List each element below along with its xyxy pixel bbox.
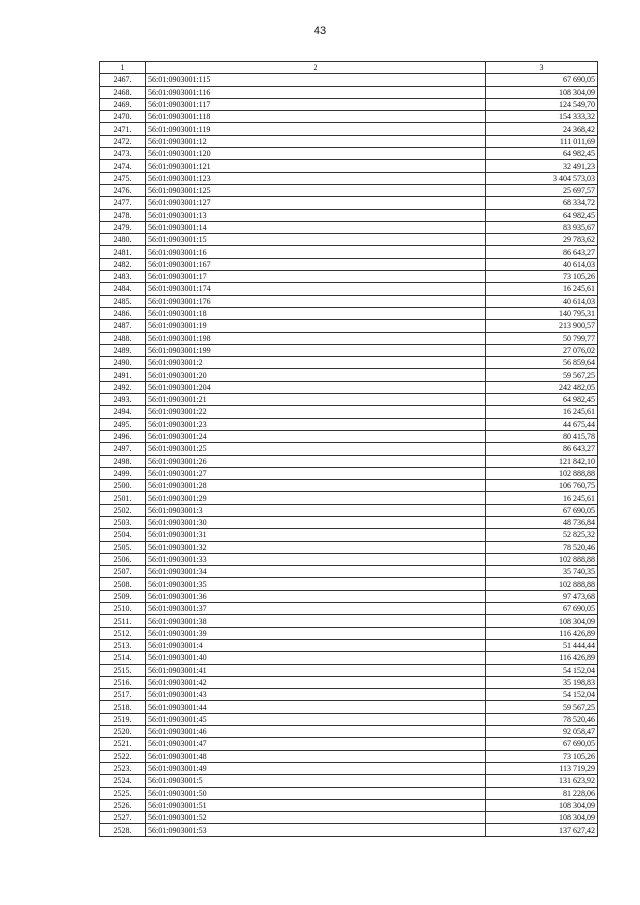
table-row [100, 480, 598, 492]
table-row [100, 516, 598, 528]
cadastral-number: 56:01:0903001:117 [146, 98, 486, 110]
table-row [100, 738, 598, 750]
cadastral-number: 56:01:0903001:116 [146, 86, 486, 98]
cadastral-number: 56:01:0903001:43 [146, 689, 486, 701]
cadastral-value: 116 426,89 [486, 627, 598, 639]
row-number: 2525. [100, 787, 146, 799]
table-row [100, 443, 598, 455]
table-row [100, 381, 598, 393]
cadastral-number: 56:01:0903001:31 [146, 529, 486, 541]
row-number: 2484. [100, 283, 146, 295]
cadastral-value: 213 900,57 [486, 320, 598, 332]
cadastral-value: 16 245,61 [486, 492, 598, 504]
table-row [100, 603, 598, 615]
table-row [100, 344, 598, 356]
row-number: 2503. [100, 516, 146, 528]
cadastral-value: 140 795,31 [486, 307, 598, 319]
table-row [100, 160, 598, 172]
cadastral-value: 67 690,05 [486, 504, 598, 516]
table-row [100, 615, 598, 627]
table-row [100, 394, 598, 406]
cadastral-number: 56:01:0903001:33 [146, 553, 486, 565]
row-number: 2512. [100, 627, 146, 639]
row-number: 2481. [100, 246, 146, 258]
cadastral-value: 81 228,06 [486, 787, 598, 799]
cadastral-value: 86 643,27 [486, 443, 598, 455]
column-header-1: 1 [100, 62, 146, 74]
cadastral-number: 56:01:0903001:37 [146, 603, 486, 615]
cadastral-number: 56:01:0903001:30 [146, 516, 486, 528]
cadastral-value: 102 888,88 [486, 467, 598, 479]
row-number: 2488. [100, 332, 146, 344]
cadastral-value: 102 888,88 [486, 553, 598, 565]
cadastral-value: 97 473,68 [486, 590, 598, 602]
table-row [100, 406, 598, 418]
table-row [100, 529, 598, 541]
cadastral-value: 106 760,75 [486, 480, 598, 492]
row-number: 2498. [100, 455, 146, 467]
cadastral-value: 67 690,05 [486, 603, 598, 615]
row-number: 2483. [100, 271, 146, 283]
cadastral-number: 56:01:0903001:38 [146, 615, 486, 627]
cadastral-value: 108 304,09 [486, 86, 598, 98]
cadastral-value: 24 368,42 [486, 123, 598, 135]
row-number: 2519. [100, 713, 146, 725]
cadastral-number: 56:01:0903001:45 [146, 713, 486, 725]
table-row [100, 701, 598, 713]
cadastral-number: 56:01:0903001:25 [146, 443, 486, 455]
row-number: 2482. [100, 258, 146, 270]
cadastral-number: 56:01:0903001:32 [146, 541, 486, 553]
cadastral-value: 67 690,05 [486, 74, 598, 86]
cadastral-number: 56:01:0903001:17 [146, 271, 486, 283]
row-number: 2504. [100, 529, 146, 541]
cadastral-value: 68 334,72 [486, 197, 598, 209]
cadastral-number: 56:01:0903001:18 [146, 307, 486, 319]
row-number: 2475. [100, 172, 146, 184]
row-number: 2500. [100, 480, 146, 492]
cadastral-value: 48 736,84 [486, 516, 598, 528]
table-row [100, 148, 598, 160]
table-row [100, 541, 598, 553]
row-number: 2517. [100, 689, 146, 701]
cadastral-value: 124 549,70 [486, 98, 598, 110]
row-number: 2527. [100, 812, 146, 824]
row-number: 2492. [100, 381, 146, 393]
cadastral-value: 154 333,32 [486, 111, 598, 123]
cadastral-value: 73 105,26 [486, 271, 598, 283]
cadastral-number: 56:01:0903001:119 [146, 123, 486, 135]
table-row [100, 197, 598, 209]
cadastral-number: 56:01:0903001:167 [146, 258, 486, 270]
cadastral-number: 56:01:0903001:204 [146, 381, 486, 393]
cadastral-value: 16 245,61 [486, 283, 598, 295]
cadastral-value: 52 825,32 [486, 529, 598, 541]
cadastral-number: 56:01:0903001:22 [146, 406, 486, 418]
row-number: 2497. [100, 443, 146, 455]
row-number: 2506. [100, 553, 146, 565]
cadastral-number: 56:01:0903001:28 [146, 480, 486, 492]
cadastral-number: 56:01:0903001:4 [146, 639, 486, 651]
row-number: 2485. [100, 295, 146, 307]
cadastral-number: 56:01:0903001:198 [146, 332, 486, 344]
table-row [100, 590, 598, 602]
table-row [100, 455, 598, 467]
row-number: 2477. [100, 197, 146, 209]
cadastral-number: 56:01:0903001:24 [146, 430, 486, 442]
table-row [100, 258, 598, 270]
cadastral-value: 54 152,04 [486, 664, 598, 676]
cadastral-number: 56:01:0903001:125 [146, 184, 486, 196]
row-number: 2511. [100, 615, 146, 627]
cadastral-number: 56:01:0903001:5 [146, 775, 486, 787]
row-number: 2467. [100, 74, 146, 86]
cadastral-value: 29 783,62 [486, 234, 598, 246]
table-row [100, 566, 598, 578]
row-number: 2471. [100, 123, 146, 135]
cadastral-number: 56:01:0903001:50 [146, 787, 486, 799]
table-row [100, 184, 598, 196]
cadastral-number: 56:01:0903001:48 [146, 750, 486, 762]
cadastral-value: 35 198,83 [486, 676, 598, 688]
cadastral-value: 64 982,45 [486, 394, 598, 406]
table-row [100, 234, 598, 246]
table-row [100, 504, 598, 516]
cadastral-value: 83 935,67 [486, 221, 598, 233]
table-row [100, 713, 598, 725]
table-row [100, 627, 598, 639]
table-row [100, 332, 598, 344]
table-row [100, 762, 598, 774]
row-number: 2508. [100, 578, 146, 590]
cadastral-value: 108 304,09 [486, 812, 598, 824]
row-number: 2528. [100, 824, 146, 836]
cadastral-number: 56:01:0903001:15 [146, 234, 486, 246]
row-number: 2518. [100, 701, 146, 713]
row-number: 2479. [100, 221, 146, 233]
row-number: 2520. [100, 726, 146, 738]
row-number: 2516. [100, 676, 146, 688]
row-number: 2513. [100, 639, 146, 651]
cadastral-value: 121 842,10 [486, 455, 598, 467]
row-number: 2468. [100, 86, 146, 98]
table-row [100, 283, 598, 295]
table-row [100, 787, 598, 799]
row-number: 2496. [100, 430, 146, 442]
cadastral-number: 56:01:0903001:41 [146, 664, 486, 676]
row-number: 2480. [100, 234, 146, 246]
row-number: 2490. [100, 357, 146, 369]
row-number: 2491. [100, 369, 146, 381]
table-row [100, 726, 598, 738]
column-header-3: 3 [486, 62, 598, 74]
cadastral-value: 44 675,44 [486, 418, 598, 430]
row-number: 2472. [100, 135, 146, 147]
cadastral-number: 56:01:0903001:27 [146, 467, 486, 479]
cadastral-value: 40 614,03 [486, 295, 598, 307]
table-row [100, 246, 598, 258]
page-number: 43 [313, 25, 327, 37]
row-number: 2515. [100, 664, 146, 676]
cadastral-number: 56:01:0903001:127 [146, 197, 486, 209]
table-row [100, 320, 598, 332]
cadastral-number: 56:01:0903001:20 [146, 369, 486, 381]
cadastral-number: 56:01:0903001:52 [146, 812, 486, 824]
cadastral-number: 56:01:0903001:14 [146, 221, 486, 233]
cadastral-value-table [99, 61, 598, 837]
row-number: 2469. [100, 98, 146, 110]
cadastral-number: 56:01:0903001:34 [146, 566, 486, 578]
table-row [100, 86, 598, 98]
row-number: 2526. [100, 799, 146, 811]
cadastral-value: 3 404 573,03 [486, 172, 598, 184]
cadastral-number: 56:01:0903001:3 [146, 504, 486, 516]
row-number: 2521. [100, 738, 146, 750]
cadastral-number: 56:01:0903001:39 [146, 627, 486, 639]
cadastral-value: 113 719,29 [486, 762, 598, 774]
row-number: 2524. [100, 775, 146, 787]
table-row [100, 135, 598, 147]
cadastral-value: 35 740,35 [486, 566, 598, 578]
table-row [100, 492, 598, 504]
cadastral-number: 56:01:0903001:40 [146, 652, 486, 664]
cadastral-value: 67 690,05 [486, 738, 598, 750]
cadastral-value: 54 152,04 [486, 689, 598, 701]
cadastral-number: 56:01:0903001:2 [146, 357, 486, 369]
cadastral-number: 56:01:0903001:19 [146, 320, 486, 332]
table-row [100, 221, 598, 233]
table-row [100, 639, 598, 651]
row-number: 2502. [100, 504, 146, 516]
row-number: 2470. [100, 111, 146, 123]
cadastral-value: 80 415,78 [486, 430, 598, 442]
cadastral-value: 64 982,45 [486, 148, 598, 160]
table-header-row [100, 62, 598, 74]
cadastral-value: 56 859,64 [486, 357, 598, 369]
table-row [100, 467, 598, 479]
cadastral-number: 56:01:0903001:49 [146, 762, 486, 774]
cadastral-value: 92 058,47 [486, 726, 598, 738]
table-row [100, 307, 598, 319]
table-row [100, 578, 598, 590]
table-row [100, 430, 598, 442]
table-row [100, 111, 598, 123]
row-number: 2507. [100, 566, 146, 578]
cadastral-number: 56:01:0903001:115 [146, 74, 486, 86]
cadastral-number: 56:01:0903001:120 [146, 148, 486, 160]
row-number: 2478. [100, 209, 146, 221]
cadastral-number: 56:01:0903001:36 [146, 590, 486, 602]
cadastral-value: 78 520,46 [486, 713, 598, 725]
table-row [100, 812, 598, 824]
cadastral-number: 56:01:0903001:44 [146, 701, 486, 713]
column-header-2: 2 [146, 62, 486, 74]
table-row [100, 295, 598, 307]
cadastral-value: 50 799,77 [486, 332, 598, 344]
table-row [100, 74, 598, 86]
cadastral-value: 137 627,42 [486, 824, 598, 836]
row-number: 2514. [100, 652, 146, 664]
cadastral-value: 64 982,45 [486, 209, 598, 221]
cadastral-number: 56:01:0903001:29 [146, 492, 486, 504]
row-number: 2487. [100, 320, 146, 332]
cadastral-number: 56:01:0903001:46 [146, 726, 486, 738]
table-row [100, 652, 598, 664]
cadastral-value: 108 304,09 [486, 799, 598, 811]
row-number: 2523. [100, 762, 146, 774]
row-number: 2474. [100, 160, 146, 172]
row-number: 2473. [100, 148, 146, 160]
cadastral-value: 102 888,88 [486, 578, 598, 590]
table-row [100, 271, 598, 283]
cadastral-number: 56:01:0903001:176 [146, 295, 486, 307]
row-number: 2509. [100, 590, 146, 602]
table-row [100, 209, 598, 221]
table-row [100, 676, 598, 688]
table-row [100, 689, 598, 701]
row-number: 2501. [100, 492, 146, 504]
row-number: 2505. [100, 541, 146, 553]
cadastral-number: 56:01:0903001:16 [146, 246, 486, 258]
cadastral-number: 56:01:0903001:121 [146, 160, 486, 172]
row-number: 2499. [100, 467, 146, 479]
table-row [100, 123, 598, 135]
cadastral-number: 56:01:0903001:42 [146, 676, 486, 688]
table-row [100, 553, 598, 565]
table-row [100, 799, 598, 811]
cadastral-number: 56:01:0903001:35 [146, 578, 486, 590]
cadastral-number: 56:01:0903001:53 [146, 824, 486, 836]
table-row [100, 98, 598, 110]
cadastral-value: 51 444,44 [486, 639, 598, 651]
table-row [100, 664, 598, 676]
cadastral-number: 56:01:0903001:174 [146, 283, 486, 295]
cadastral-number: 56:01:0903001:199 [146, 344, 486, 356]
cadastral-number: 56:01:0903001:123 [146, 172, 486, 184]
cadastral-number: 56:01:0903001:26 [146, 455, 486, 467]
table-row [100, 775, 598, 787]
table-row [100, 172, 598, 184]
cadastral-value: 32 491,23 [486, 160, 598, 172]
cadastral-value: 27 076,02 [486, 344, 598, 356]
cadastral-value: 242 482,05 [486, 381, 598, 393]
cadastral-number: 56:01:0903001:51 [146, 799, 486, 811]
table-row [100, 418, 598, 430]
cadastral-value: 131 623,92 [486, 775, 598, 787]
table-row [100, 357, 598, 369]
row-number: 2495. [100, 418, 146, 430]
row-number: 2476. [100, 184, 146, 196]
cadastral-number: 56:01:0903001:23 [146, 418, 486, 430]
table-row [100, 750, 598, 762]
row-number: 2494. [100, 406, 146, 418]
cadastral-number: 56:01:0903001:47 [146, 738, 486, 750]
cadastral-value: 25 697,57 [486, 184, 598, 196]
cadastral-value: 59 567,25 [486, 701, 598, 713]
row-number: 2486. [100, 307, 146, 319]
cadastral-number: 56:01:0903001:21 [146, 394, 486, 406]
row-number: 2493. [100, 394, 146, 406]
table-body [100, 74, 598, 836]
row-number: 2522. [100, 750, 146, 762]
table-row [100, 824, 598, 836]
cadastral-value: 86 643,27 [486, 246, 598, 258]
table-row [100, 369, 598, 381]
cadastral-value: 116 426,89 [486, 652, 598, 664]
cadastral-value: 108 304,09 [486, 615, 598, 627]
cadastral-number: 56:01:0903001:12 [146, 135, 486, 147]
row-number: 2489. [100, 344, 146, 356]
cadastral-number: 56:01:0903001:13 [146, 209, 486, 221]
cadastral-value: 16 245,61 [486, 406, 598, 418]
cadastral-value: 73 105,26 [486, 750, 598, 762]
cadastral-value: 40 614,03 [486, 258, 598, 270]
cadastral-value: 78 520,46 [486, 541, 598, 553]
cadastral-value: 111 011,69 [486, 135, 598, 147]
cadastral-number: 56:01:0903001:118 [146, 111, 486, 123]
cadastral-value: 59 567,25 [486, 369, 598, 381]
row-number: 2510. [100, 603, 146, 615]
